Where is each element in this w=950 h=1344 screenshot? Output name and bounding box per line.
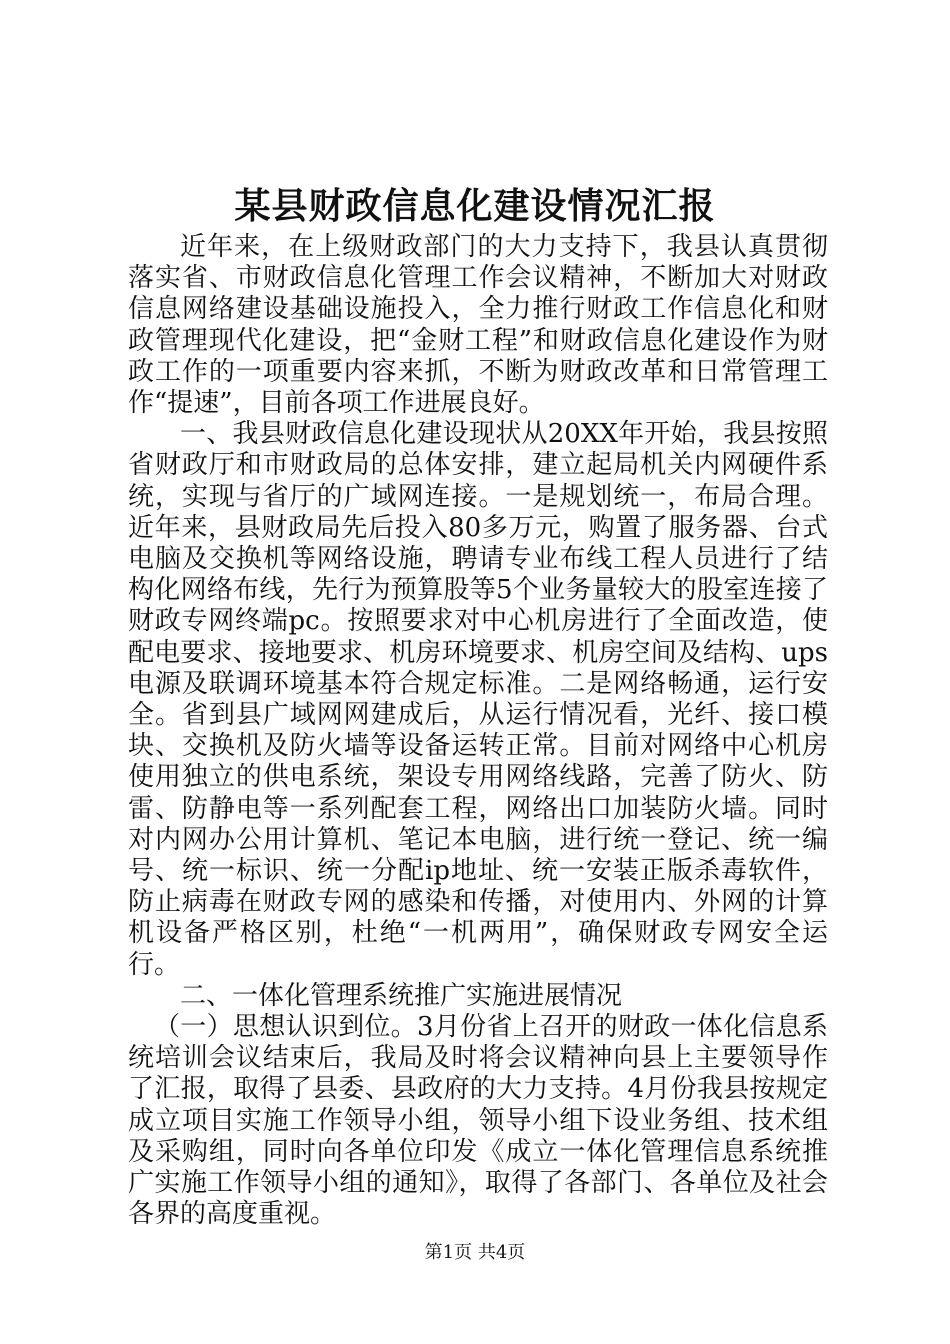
paragraph-intro: 近年来，在上级财政部门的大力支持下，我县认真贯彻落实省、市财政信息化管理工作会议精神，不断加大对财政信息网络建设基础设施投入，全力推行财政工作信息化和财政管理现代化建设，把“金财工程”和财政信息化建设作为财政工作的一项重要内容来抓，不断为财政改革和日常管理工作“提速”，目前各项工作进展良好。 — [128, 232, 828, 419]
paragraph-section-two-heading: 二、一体化管理系统推广实施进展情况 — [180, 980, 623, 1011]
document-body — [128, 232, 828, 1231]
paragraph-subsection-one: （一）思想认识到位。3月份省上召开的财政一体化信息系统培训会议结束后，我局及时将会议精神向县上主要领导作了汇报，取得了县委、县政府的大力支持。4月份我县按规定成立项目实施工作领导小组，领导小组下设业务组、技术组及采购组，同时向各单位印发《成立一体化管理信息系统推广实施工作领导小组的通知》，取得了各部门、各单位及社会各界的高度重视。 — [128, 1012, 828, 1230]
paragraph-section-one: 一、我县财政信息化建设现状从20XX年开始，我县按照省财政厅和市财政局的总体安排，建立起局机关内网硬件系统，实现与省厅的广域网连接。一是规划统一，布局合理。近年来，县财政局先后投入80多万元，购置了服务器、台式电脑及交换机等网络设施，聘请专业布线工程人员进行了结构化网络布线，先行为预算股等5个业务量较大的股室连接了财政专网终端pc。按照要求对中心机房进行了全面改造，使配电要求、接地要求、机房环境要求、机房空间及结构、ups电源及联调环境基本符合规定标准。二是网络畅通，运行安全。省到县广域网网建成后，从运行情况看，光纤、接口模块、交换机及防火墙等设备运转正常。目前对网络中心机房使用独立的供电系统，架设专用网络线路，完善了防火、防雷、防静电等一系列配套工程，网络出口加装防火墙。同时对内网办公用计算机、笔记本电脑，进行统一登记、统一编号、统一标识、统一分配ip地址、统一安装正版杀毒软件，防止病毒在财政专网的感染和传播，对使用内、外网的计算机设备严格区别，杜绝“一机两用”，确保财政专网安全运行。 — [128, 419, 828, 980]
page-footer: 第1页 共4页 — [424, 1242, 526, 1263]
document-title: 某县财政信息化建设情况汇报 — [234, 185, 716, 227]
